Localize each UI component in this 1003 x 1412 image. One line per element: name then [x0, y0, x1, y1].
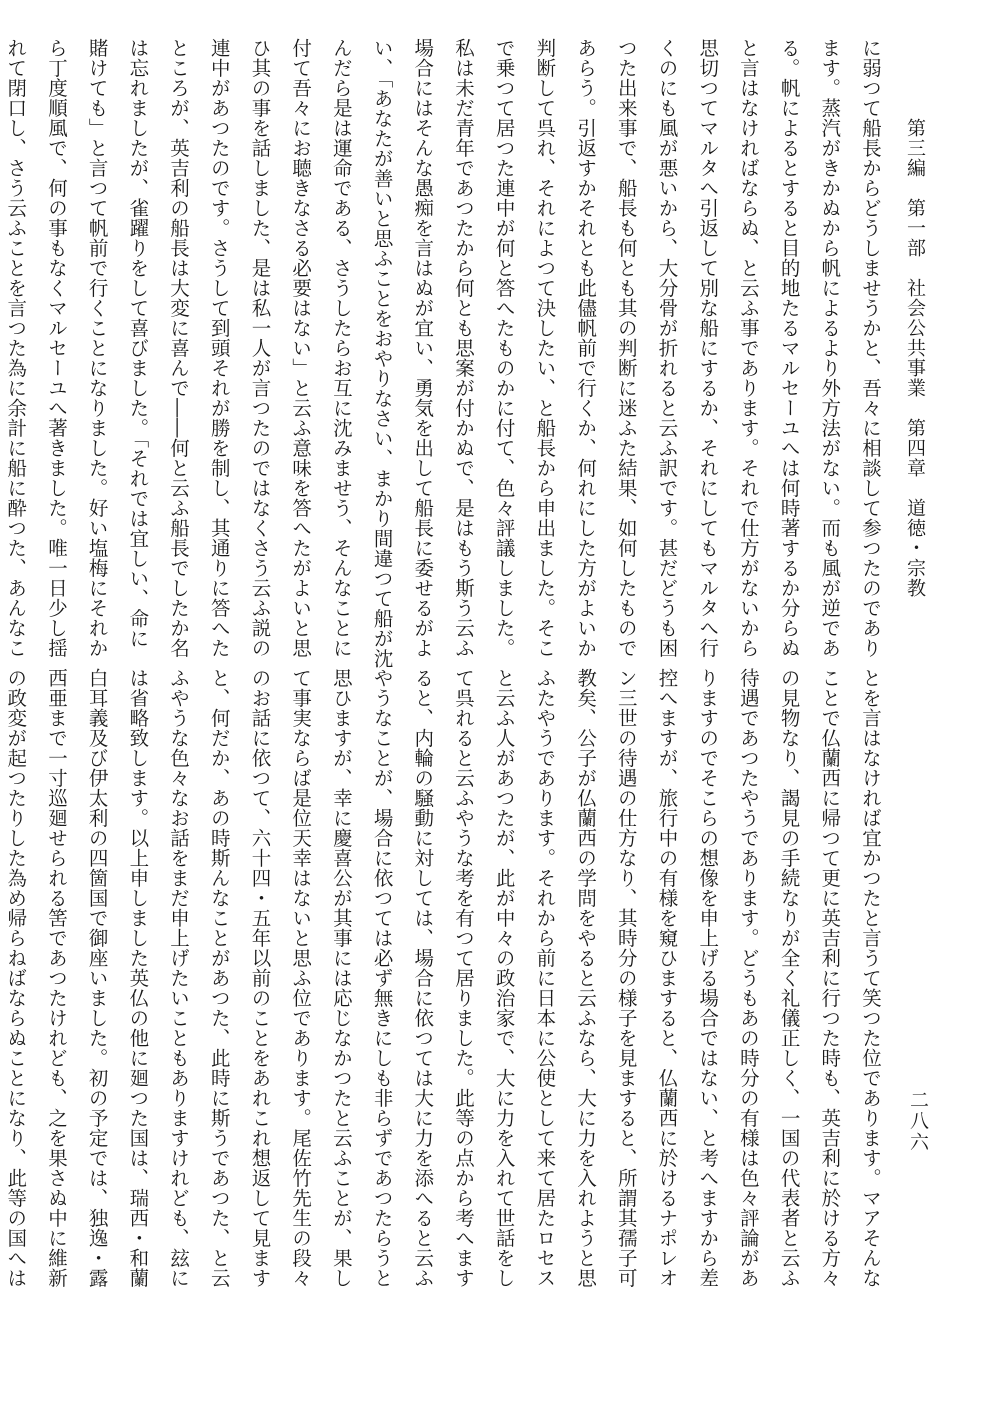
text-line: ひ其の事を話しました、是は私一人が言つたのではなくさう云ふ説の [248, 38, 272, 658]
page-number: 二八六 [907, 1090, 929, 1153]
text-line: ところが、英吉利の船長は大変に喜んで――何と云ふ船長でしたか名 [167, 38, 191, 658]
text-line: 判断して呉れ、それによつて決したい、と船長から申出ました。そこ [533, 38, 557, 658]
text-line: ふたやうであります。それから前に日本に公使として来て居たロセス [533, 668, 557, 1288]
text-line: ら丁度順風で、何の事もなくマルセーユへ著きました。唯一日少し揺 [44, 38, 68, 658]
text-line: の政変が起つたりした為め帰らねばならぬことになり、此等の国へは [4, 668, 28, 1288]
text-line: のお話に依つて、六十四・五年以前のことをあれこれ想返して見ます [248, 668, 272, 1288]
text-line: 控へますが、旅行中の有様を窺ひますると、仏蘭西に於けるナポレオ [655, 668, 679, 1288]
text-line: 思ひますが、幸に慶喜公が其事には応じなかつたと云ふことが、果し [329, 668, 353, 1288]
text-line: ふやうな色々なお話をまだ申上げたいこともありますけれども、玆に [167, 668, 191, 1288]
text-line: あらう。引返すかそれとも此儘帆前で行くか、何れにした方がよいか [574, 38, 598, 658]
text-line: 賭けても」と言つて帆前で行くことになりました。好い塩梅にそれか [85, 38, 109, 658]
text-line: 私は未だ青年であつたから何とも思案が付かぬで、是はもう斯う云ふ [451, 38, 475, 658]
text-line: と言はなければならぬ、と云ふ事であります。それで仕方がないから [736, 38, 760, 658]
upper-text-block [0, 38, 890, 669]
text-line: 西亜まで一寸巡廻せられる筈であつたけれども、之を果さぬ中に維新 [44, 668, 68, 1288]
text-line: と云ふ人があつたが、此が中々の政治家で、大に力を入れて世話をし [492, 668, 516, 1288]
text-line: に弱つて船長からどうしませうかと、吾々に相談して参つたのであり [859, 38, 882, 658]
text-line: とを言はなければ宜かつたと言うて笑つた位であります。マアそんな [859, 668, 882, 1288]
text-line: る。帆によるとすると目的地たるマルセーユへは何時著するか分らぬ [777, 38, 801, 658]
text-line: て呉れると云ふやうな考を有つて居りました。此等の点から考へます [451, 668, 475, 1288]
running-head: 第三編 第一部 社会公共事業 第四章 道徳・宗教 [904, 118, 926, 598]
text-line: ことで仏蘭西に帰つて更に英吉利に行つた時も、英吉利に於ける方々 [818, 668, 842, 1288]
text-line: ると、内輪の騒動に対しては、場合に依つては大に力を添へると云ふ [411, 668, 435, 1288]
text-line: くのにも風が悪いから、大分骨が折れると云ふ訳です。甚だどうも困 [655, 38, 679, 658]
text-line: 白耳義及び伊太利の四箇国で御座いました。初の予定では、独逸・露 [85, 668, 109, 1288]
text-line: りますのでそこらの想像を申上げる場合ではない、と考へますから差 [696, 668, 720, 1288]
text-line: ます。蒸汽がきかぬから帆によるより外方法がない。而も風が逆であ [818, 38, 842, 658]
text-line: 場合にはそんな愚痴を言はぬが宜い、勇気を出して船長に委せるがよ [411, 38, 435, 658]
text-line: と、何だか、あの時斯んなことがあつた、此時に斯うであつた、と云 [207, 668, 231, 1288]
text-line: は忘れましたが、雀躍りをして喜びました。「それでは宜しい、命に [126, 38, 150, 649]
text-line: 待遇であつたやうであります。どうもあの時分の有様は色々評論があ [736, 668, 760, 1288]
text-line: て事実ならば是位天幸はないと思ふ位であります。尾佐竹先生の段々 [289, 668, 313, 1288]
text-line: ン三世の待遇の仕方なり、其時分の様子を見ますると、所謂其孺子可 [614, 668, 638, 1288]
text-line: 付て吾々にお聴きなさる必要はない」と云ふ意味を答へたがよいと思 [289, 38, 313, 658]
text-line: い、「あなたが善いと思ふことをおやりなさい、まかり間違つて船が沈 [370, 38, 394, 669]
text-line: 思切つてマルタへ引返して別な船にするか、それにしてもマルタへ行 [696, 38, 720, 658]
text-line: 連中があつたのです。さうして到頭それが勝を制し、其通りに答へた [207, 38, 231, 658]
text-line: つた出来事で、船長も何とも其の判断に迷ふた結果、如何したもので [614, 38, 638, 658]
text-line: んだら是は運命である、さうしたらお互に沈みませう、そんなことに [329, 38, 353, 658]
text-line: の見物なり、謁見の手続なりが全く礼儀正しく、一国の代表者と云ふ [777, 668, 801, 1288]
text-line: れて閉口し、さう云ふことを言つた為に余計に船に酔つた、あんなこ [4, 38, 28, 658]
text-line: で乗つて居つた連中が何と答へたものかに付て、色々評議しました。 [492, 38, 516, 658]
lower-text-block [0, 668, 890, 1288]
text-line: やうなことが、場合に依つては必ず無きにしも非らずであつたらうと [370, 668, 394, 1288]
text-line: 教矣、公子が仏蘭西の学問をやると云ふなら、大に力を入れようと思 [574, 668, 598, 1288]
text-line: は省略致します。以上申しました英仏の他に廻つた国は、瑞西・和蘭 [126, 668, 150, 1288]
